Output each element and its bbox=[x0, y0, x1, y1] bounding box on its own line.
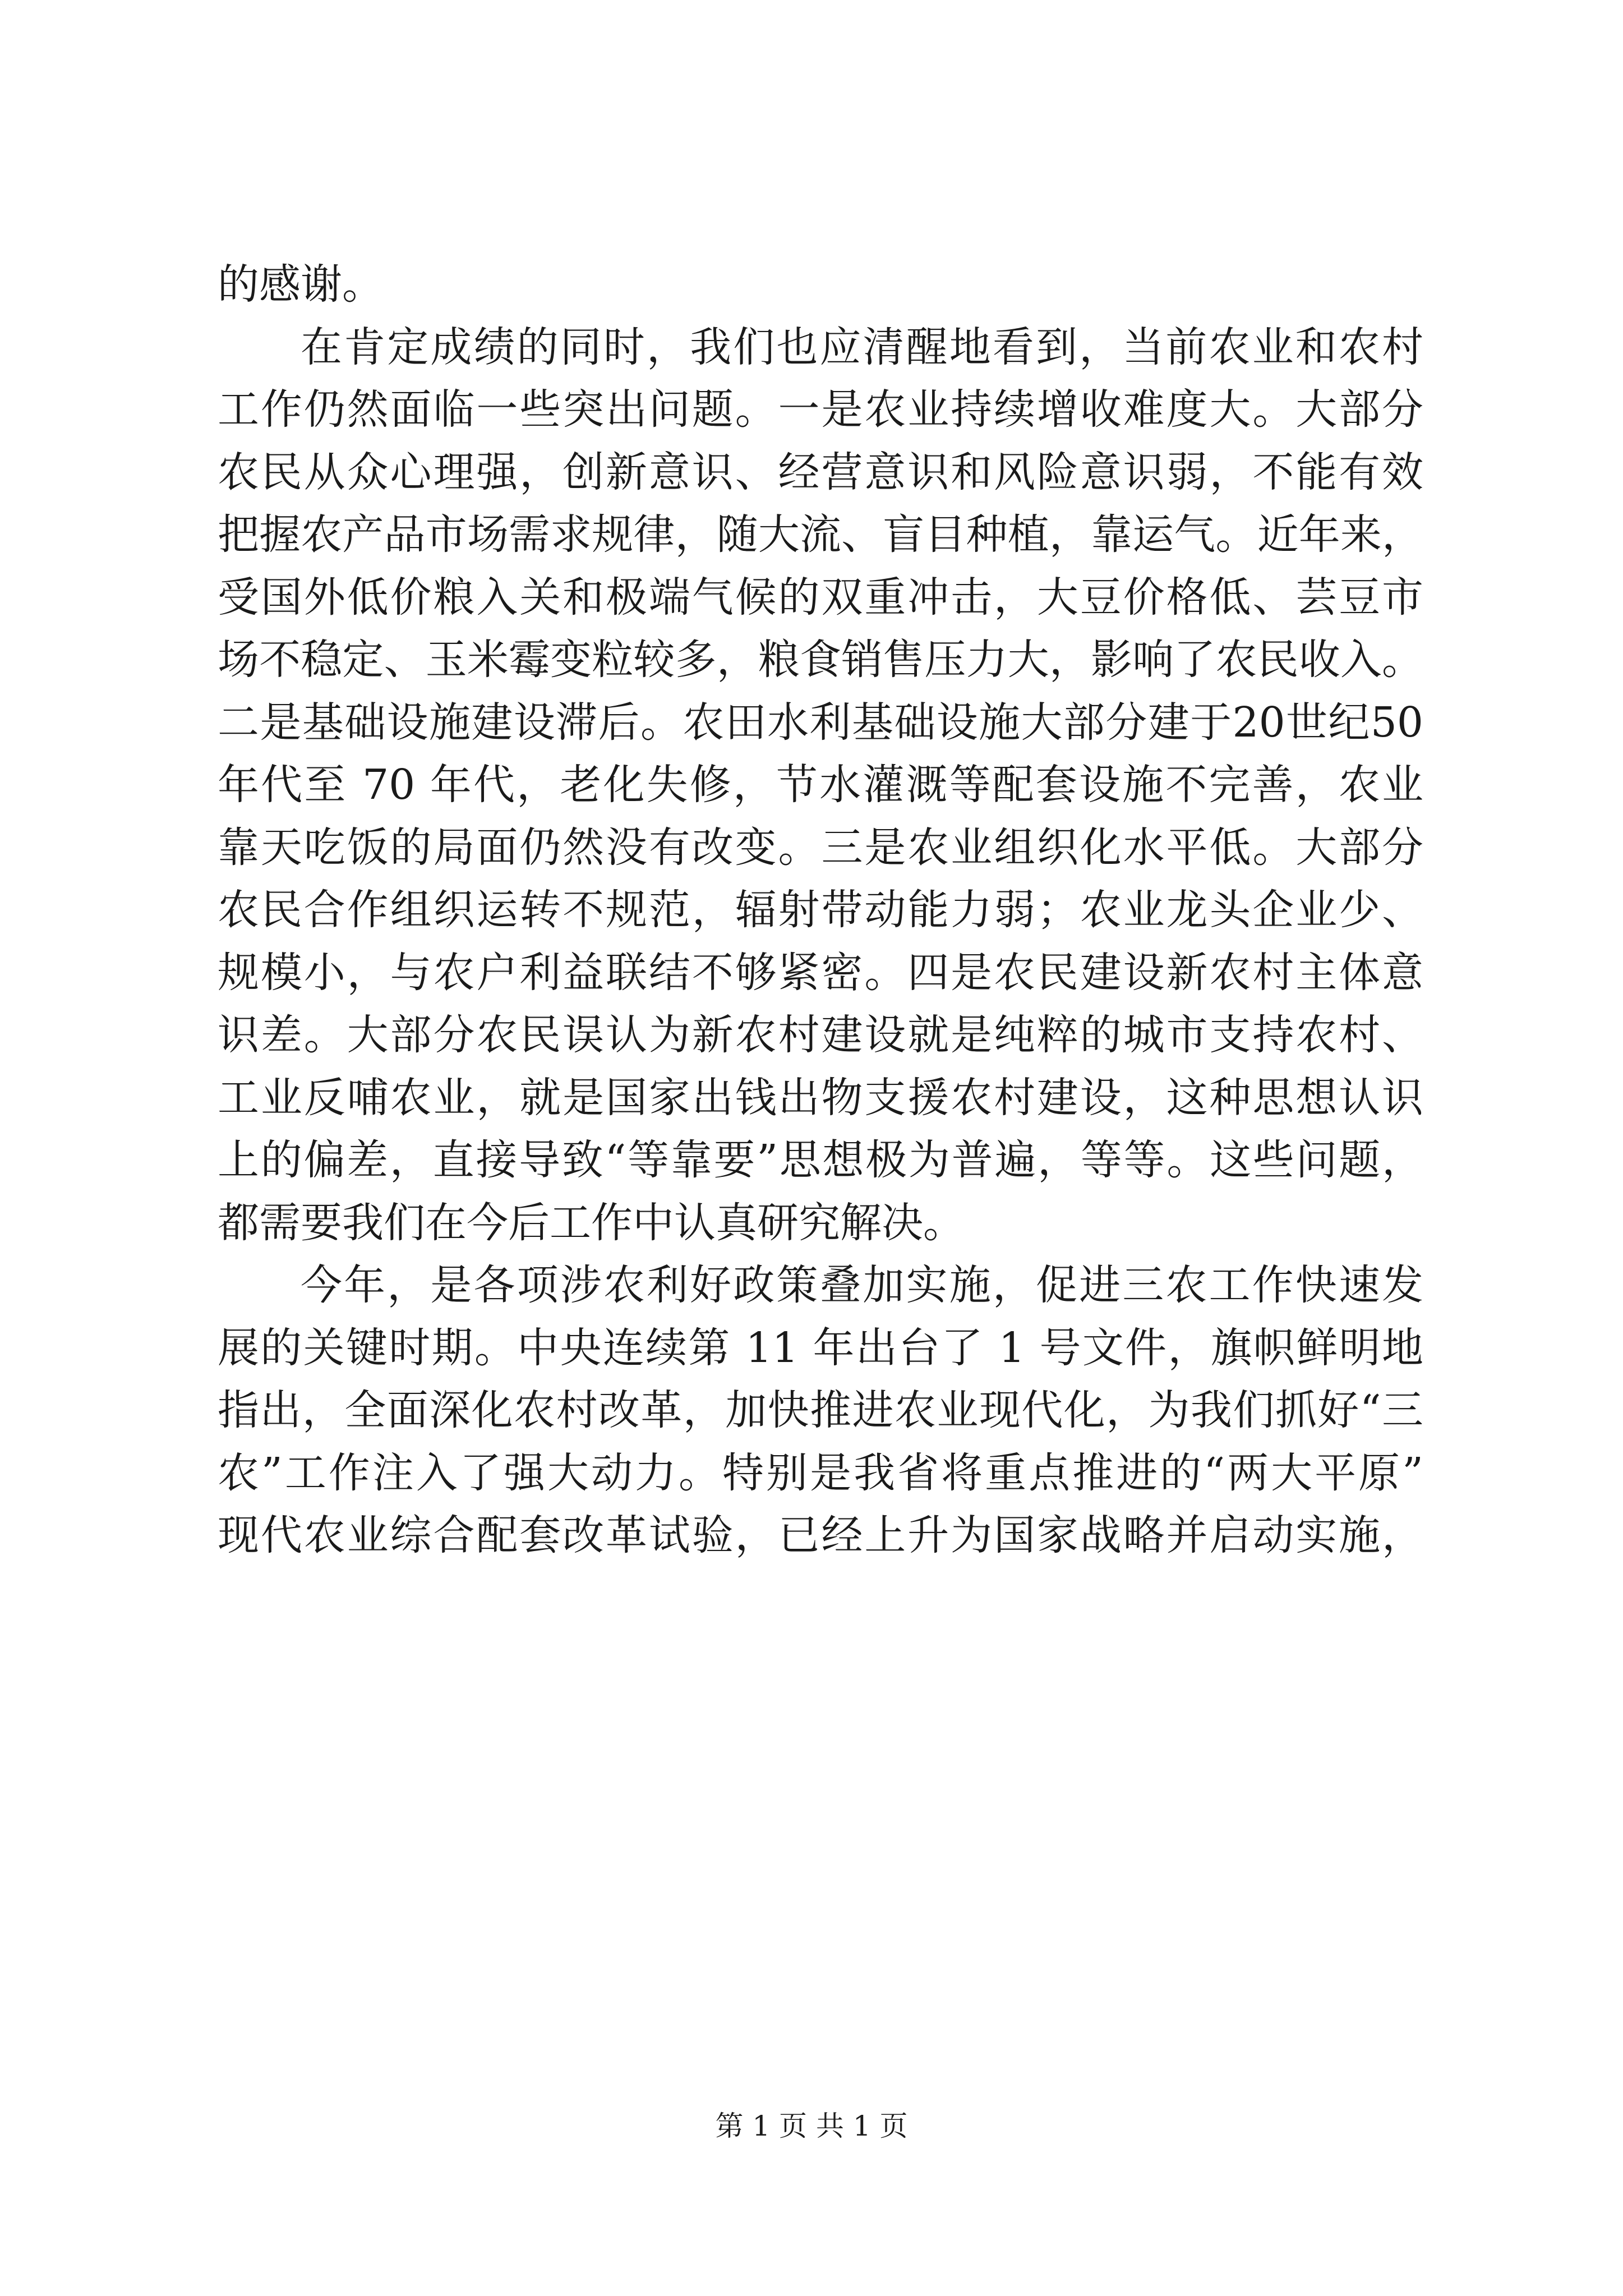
text-line: 上的偏差，直接导致“等靠要”思想极为普遍，等等。这些问题， bbox=[218, 1136, 1423, 1184]
text-line: 年代至 70 年代，老化失修，节水灌溉等配套设施不完善，农业 bbox=[218, 761, 1423, 809]
paragraph-first-line: 今年，是各项涉农利好政策叠加实施，促进三农工作快速发 bbox=[301, 1261, 1423, 1309]
text-line: 把握农产品市场需求规律，随大流、盲目种植，靠运气。近年来， bbox=[218, 510, 1423, 559]
text-line: 识差。大部分农民误认为新农村建设就是纯粹的城市支持农村、 bbox=[218, 1011, 1423, 1059]
text-line: 都需要我们在今后工作中认真研究解决。 bbox=[218, 1198, 965, 1247]
text-line: 场不稳定、玉米霉变粒较多，粮食销售压力大，影响了农民收入。 bbox=[218, 636, 1423, 684]
paragraph-first-line: 在肯定成绩的同时，我们也应清醒地看到，当前农业和农村 bbox=[301, 323, 1423, 371]
text-line: 农民合作组织运转不规范，辐射带动能力弱；农业龙头企业少、 bbox=[218, 886, 1423, 934]
text-line: 二是基础设施建设滞后。农田水利基础设施大部分建于20世纪50 bbox=[218, 698, 1423, 747]
body-text bbox=[218, 254, 1423, 1567]
text-line: 农民从众心理强，创新意识、经营意识和风险意识弱，不能有效 bbox=[218, 448, 1423, 496]
text-line: 农”工作注入了强大动力。特别是我省将重点推进的“两大平原” bbox=[218, 1448, 1423, 1497]
text-line: 指出，全面深化农村改革，加快推进农业现代化，为我们抓好“三 bbox=[218, 1386, 1423, 1434]
text-line: 工业反哺农业，就是国家出钱出物支援农村建设，这种思想认识 bbox=[218, 1073, 1423, 1122]
text-line: 受国外低价粮入关和极端气候的双重冲击，大豆价格低、芸豆市 bbox=[218, 573, 1423, 622]
text-line: 靠天吃饭的局面仍然没有改变。三是农业组织化水平低。大部分 bbox=[218, 823, 1423, 872]
text-line: 展的关键时期。中央连续第 11 年出台了 1 号文件，旗帜鲜明地 bbox=[218, 1323, 1423, 1372]
text-line: 的感谢。 bbox=[218, 260, 384, 309]
text-line: 现代农业综合配套改革试验，已经上升为国家战略并启动实施， bbox=[218, 1511, 1423, 1559]
text-line: 工作仍然面临一些突出问题。一是农业持续增收难度大。大部分 bbox=[218, 385, 1423, 434]
page-footer: 第 1 页 共 1 页 bbox=[715, 2110, 908, 2142]
text-line: 规模小，与农户利益联结不够紧密。四是农民建设新农村主体意 bbox=[218, 948, 1423, 997]
